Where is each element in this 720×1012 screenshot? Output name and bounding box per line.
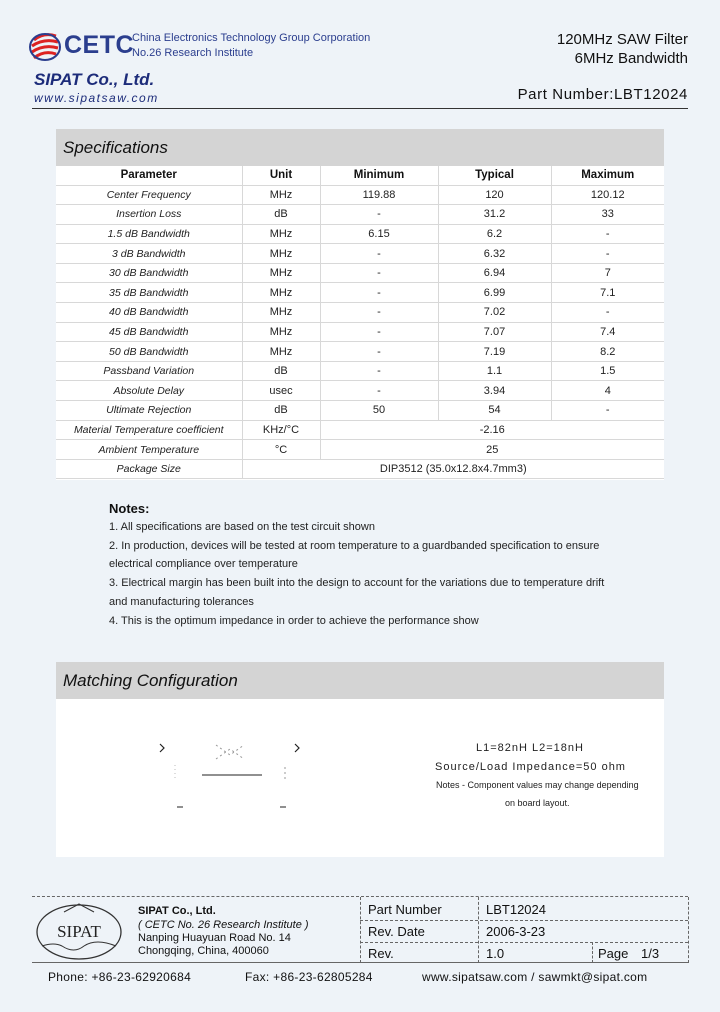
spec-value-cell: - <box>551 401 664 421</box>
seal-text: SIPAT <box>57 922 101 941</box>
spec-value-cell: - <box>320 342 438 362</box>
spec-heading: Specifications <box>56 129 664 166</box>
notes-title: Notes: <box>109 501 150 516</box>
spec-value-cell: - <box>320 361 438 381</box>
spec-parameter-cell: 3 dB Bandwidth <box>56 244 242 264</box>
spec-value-cell: MHz <box>242 283 320 303</box>
spec-value-cell: - <box>551 303 664 323</box>
product-title: 120MHz SAW Filter <box>556 31 688 48</box>
spec-value-cell: - <box>551 224 664 244</box>
org-name-line1: China Electronics Technology Group Corporation <box>132 32 371 44</box>
spec-row <box>56 322 664 342</box>
spec-value-cell: 54 <box>438 401 551 421</box>
spec-value-cell: 6.99 <box>438 283 551 303</box>
organization-name <box>132 31 370 61</box>
footer-row-line <box>360 920 688 921</box>
spec-value-cell: 4 <box>551 381 664 401</box>
matching-circuit-diagram <box>150 735 310 815</box>
footer-rev-date-label: Rev. Date <box>368 924 425 939</box>
spec-row <box>56 342 664 362</box>
matching-note-line1: Notes - Component values may change depending <box>436 780 639 790</box>
spec-value-cell: DIP3512 (35.0x12.8x4.7mm3) <box>242 459 664 479</box>
note-1: 1. All specifications are based on the test circuit shown <box>109 521 375 533</box>
footer-rev-value: 1.0 <box>486 946 505 961</box>
spec-parameter-cell: Ultimate Rejection <box>56 401 242 421</box>
spec-value-cell: 7.19 <box>438 342 551 362</box>
spec-row <box>56 263 664 283</box>
spec-value-cell: - <box>320 244 438 264</box>
spec-value-cell: 8.2 <box>551 342 664 362</box>
spec-value-cell: MHz <box>242 303 320 323</box>
spec-value-cell: MHz <box>242 263 320 283</box>
footer-bottom-line <box>32 962 688 963</box>
spec-row <box>56 224 664 244</box>
spec-row <box>56 205 664 225</box>
spec-row <box>56 420 664 440</box>
spec-column-header: Unit <box>242 166 320 185</box>
spec-row <box>56 440 664 460</box>
spec-value-cell: 7.4 <box>551 322 664 342</box>
spec-header-row <box>56 166 664 185</box>
spec-value-cell: 1.5 <box>551 361 664 381</box>
spec-value-cell: 1.1 <box>438 361 551 381</box>
spec-value-cell: - <box>320 283 438 303</box>
spec-parameter-cell: Material Temperature coefficient <box>56 420 242 440</box>
footer-divider <box>592 942 593 963</box>
spec-parameter-cell: Insertion Loss <box>56 205 242 225</box>
spec-value-cell: - <box>320 263 438 283</box>
footer-divider <box>478 897 479 963</box>
spec-value-cell: - <box>551 244 664 264</box>
footer-web-email[interactable]: www.sipatsaw.com / sawmkt@sipat.com <box>422 970 648 984</box>
footer-page-label: Page <box>598 946 629 961</box>
spec-value-cell: °C <box>242 440 320 460</box>
matching-note-line2: on board layout. <box>505 798 570 808</box>
spec-value-cell: 6.94 <box>438 263 551 283</box>
spec-parameter-cell: Passband Variation <box>56 361 242 381</box>
spec-value-cell: -2.16 <box>320 420 664 440</box>
spec-table <box>56 166 664 479</box>
spec-value-cell: 25 <box>320 440 664 460</box>
spec-value-cell: 120.12 <box>551 185 664 205</box>
spec-row <box>56 303 664 323</box>
spec-parameter-cell: 40 dB Bandwidth <box>56 303 242 323</box>
spec-parameter-cell: Package Size <box>56 459 242 479</box>
spec-value-cell: 31.2 <box>438 205 551 225</box>
spec-parameter-cell: 50 dB Bandwidth <box>56 342 242 362</box>
spec-parameter-cell: 45 dB Bandwidth <box>56 322 242 342</box>
spec-value-cell: - <box>320 303 438 323</box>
footer-divider <box>360 897 361 963</box>
spec-parameter-cell: Absolute Delay <box>56 381 242 401</box>
spec-value-cell: MHz <box>242 185 320 205</box>
spec-value-cell: 7.02 <box>438 303 551 323</box>
note-2-cont: electrical compliance over temperature <box>109 558 298 570</box>
footer-address2: Chongqing, China, 400060 <box>138 945 269 957</box>
spec-column-header: Maximum <box>551 166 664 185</box>
footer-page-value: 1/3 <box>641 946 660 961</box>
note-4: 4. This is the optimum impedance in order to achieve the performance show <box>109 615 479 627</box>
footer-phone: Phone: +86-23-62920684 <box>48 970 192 984</box>
spec-parameter-cell: Ambient Temperature <box>56 440 242 460</box>
spec-row <box>56 361 664 381</box>
spec-value-cell: MHz <box>242 244 320 264</box>
spec-value-cell: 7 <box>551 263 664 283</box>
spec-row <box>56 459 664 479</box>
company-website[interactable]: www.sipatsaw.com <box>34 91 159 105</box>
spec-value-cell: KHz/°C <box>242 420 320 440</box>
spec-value-cell: - <box>320 322 438 342</box>
spec-value-cell: - <box>320 205 438 225</box>
spec-value-cell: MHz <box>242 224 320 244</box>
spec-value-cell: MHz <box>242 322 320 342</box>
footer-company: SIPAT Co., Ltd. <box>138 905 216 917</box>
spec-parameter-cell: 1.5 dB Bandwidth <box>56 224 242 244</box>
spec-parameter-cell: Center Frequency <box>56 185 242 205</box>
footer-rev-label: Rev. <box>368 946 394 961</box>
impedance-value: Source/Load Impedance=50 ohm <box>435 761 626 773</box>
spec-value-cell: dB <box>242 361 320 381</box>
cetc-logo-icon <box>28 30 62 62</box>
footer-rev-date-value: 2006-3-23 <box>486 924 546 939</box>
footer-address1: Nanping Huayuan Road No. 14 <box>138 932 291 944</box>
spec-value-cell: 3.94 <box>438 381 551 401</box>
spec-row <box>56 283 664 303</box>
spec-value-cell: MHz <box>242 342 320 362</box>
spec-value-cell: 120 <box>438 185 551 205</box>
spec-value-cell: 6.15 <box>320 224 438 244</box>
matching-heading: Matching Configuration <box>56 662 664 699</box>
spec-row <box>56 185 664 205</box>
company-name: SIPAT Co., Ltd. <box>34 70 155 89</box>
spec-value-cell: 7.1 <box>551 283 664 303</box>
cetc-logo-text: CETC <box>64 31 135 59</box>
spec-column-header: Typical <box>438 166 551 185</box>
spec-row <box>56 244 664 264</box>
spec-value-cell: 6.2 <box>438 224 551 244</box>
inductor-values: L1=82nH L2=18nH <box>476 742 584 754</box>
spec-column-header: Parameter <box>56 166 242 185</box>
header-divider <box>32 108 688 109</box>
spec-value-cell: dB <box>242 401 320 421</box>
spec-value-cell: 6.32 <box>438 244 551 264</box>
spec-row <box>56 401 664 421</box>
spec-value-cell: 7.07 <box>438 322 551 342</box>
footer-fax: Fax: +86-23-62805284 <box>245 970 373 984</box>
spec-parameter-cell: 35 dB Bandwidth <box>56 283 242 303</box>
spec-value-cell: dB <box>242 205 320 225</box>
spec-value-cell: 50 <box>320 401 438 421</box>
footer-row-line <box>360 942 688 943</box>
footer-part-number-value: LBT12024 <box>486 902 546 917</box>
note-3-cont: and manufacturing tolerances <box>109 596 254 608</box>
product-subtitle: 6MHz Bandwidth <box>574 50 688 67</box>
note-2: 2. In production, devices will be tested at room temperature to a guardbanded specification to ensure <box>109 540 600 552</box>
sipat-seal-logo <box>34 902 124 962</box>
spec-value-cell: usec <box>242 381 320 401</box>
spec-row <box>56 381 664 401</box>
note-3: 3. Electrical margin has been built into the design to account for the variations due to temperature drift <box>109 577 605 589</box>
footer-institute: ( CETC No. 26 Research Institute ) <box>138 919 309 931</box>
spec-value-cell: - <box>320 381 438 401</box>
spec-parameter-cell: 30 dB Bandwidth <box>56 263 242 283</box>
part-number-heading: Part Number:LBT12024 <box>517 86 688 103</box>
footer-part-number-label: Part Number <box>368 902 442 917</box>
spec-value-cell: 119.88 <box>320 185 438 205</box>
footer-divider <box>688 897 689 963</box>
org-name-line2: No.26 Research Institute <box>132 47 254 59</box>
spec-value-cell: 33 <box>551 205 664 225</box>
spec-column-header: Minimum <box>320 166 438 185</box>
